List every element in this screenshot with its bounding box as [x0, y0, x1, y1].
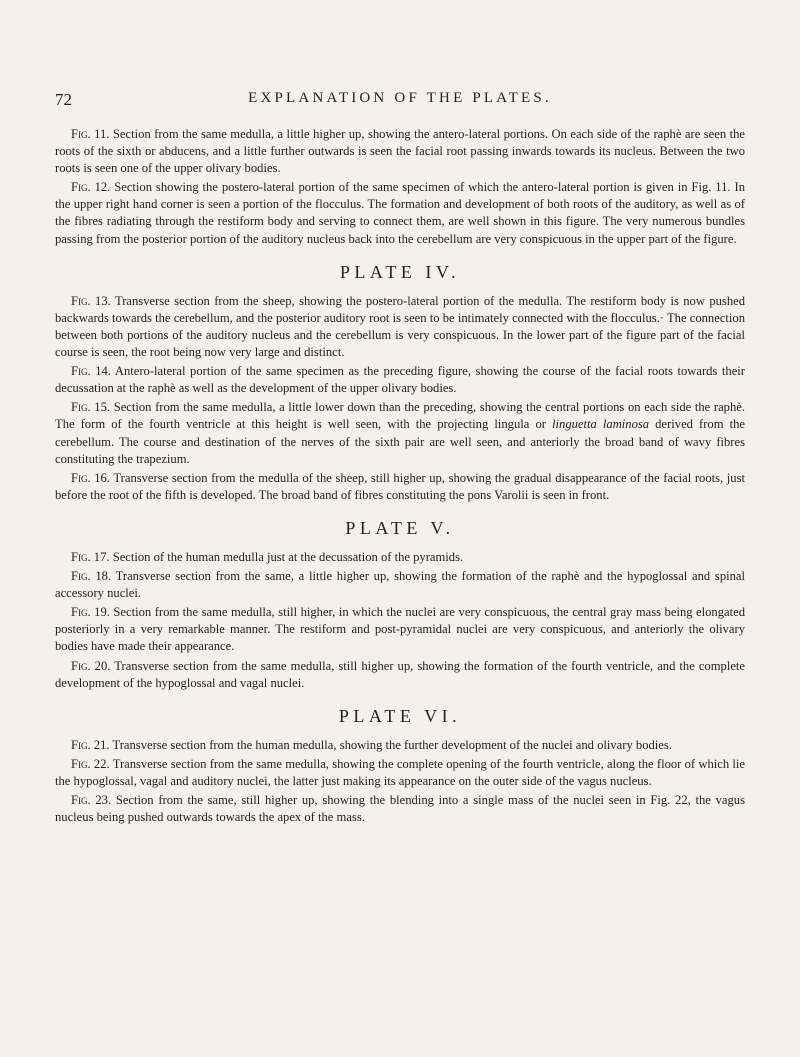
figure-label: Fig. 18.	[71, 569, 112, 584]
figure-label: Fig. 13.	[71, 293, 111, 308]
figure-description-14	[55, 363, 745, 397]
figure-text: Section from the same, still higher up, showing the blending into a single mass of the nuclei seen in Fig. 22, the vagus nucleus being pushed outwards towards the apex of the mass.	[55, 793, 745, 825]
figure-text: Section of the human medulla just at the decussation of the pyramids.	[112, 549, 464, 564]
figure-text: derived from the cerebellum. The course and destination of the nerves of the sixth pair are well seen, and anteriorly the broad band of wavy fibres constituting the trapezium.	[55, 417, 746, 466]
plate-heading-iv: PLATE IV.	[339, 261, 461, 282]
figure-description-15	[55, 399, 745, 467]
figure-label: Fig. 20.	[71, 658, 111, 673]
figure-description-16	[55, 470, 745, 504]
figure-label: Fig. 11.	[71, 127, 110, 141]
page-number: 72	[55, 90, 72, 109]
figure-label: Fig. 21.	[71, 737, 110, 752]
figure-description-12	[55, 179, 745, 247]
figure-description-22	[55, 756, 745, 790]
figure-text: Transverse section from the medulla of the sheep, still higher up, showing the gradual disappearance of the facial roots, just before the root of the fifth is developed. The broad band of fibres constituting the pons Varolii is seen in front.	[55, 470, 745, 502]
running-head: EXPLANATION OF THE PLATES.	[248, 90, 552, 106]
plate-heading-vi: PLATE VI.	[338, 705, 462, 726]
figure-description-21	[55, 737, 745, 754]
figure-text: Transverse section from the same, a little higher up, showing the formation of the raphè and the hypoglossal and spinal accessory nuclei.	[55, 569, 746, 601]
page-body	[55, 126, 745, 828]
figure-description-18	[55, 568, 745, 602]
figure-text: Section from the same medulla, still higher, in which the nuclei are very conspicuous, the central gray mass being elongated posteriorly in a very remarkable manner. The restiform and post-pyramidal nuclei are very conspicuous, and anteriorly the olivary bodies have made their appearance.	[55, 605, 745, 654]
figure-label: Fig. 19.	[71, 605, 110, 620]
figure-label: Fig. 14.	[71, 364, 111, 379]
figure-text: Transverse section from the human medulla, showing the further development of the nuclei and olivary bodies.	[112, 737, 672, 752]
figure-description-17	[55, 549, 745, 566]
figure-description-11	[55, 126, 745, 177]
figure-text: Section showing the postero-lateral portion of the same specimen of which the antero-lateral portion is given in Fig. 11. In the upper right hand corner is seen a portion of the flocculus. The formation and development of both roots of the auditory, as well as of the fibres radiating through the restiform body and serving to connect them, are well shown in this figure. The very numerous bundles passing from the posterior portion of the auditory nucleus back into the cerebellum are very conspicuous in the upper part of the figure.	[55, 180, 745, 246]
figure-text: Transverse section from the sheep, showing the postero-lateral portion of the medulla. The restiform body is now pushed backwards towards the cerebellum, and the posterior auditory root is seen to be intimately connected with the flocculus.· The connection between both portions of the auditory nucleus and the cerebellum is very conspicuous. In the lower part of the figure part of the facial course is seen, the root being now very large and distinct.	[55, 293, 746, 360]
figure-label: Fig. 17.	[71, 549, 110, 564]
figure-description-23	[55, 792, 745, 826]
figure-label: Fig. 22.	[71, 756, 110, 771]
plate-heading-v: PLATE V.	[345, 517, 455, 538]
page-header	[55, 90, 745, 112]
figure-text: Transverse section from the same medulla, showing the complete opening of the fourth ventricle, along the floor of which lie the hypoglossal, vagal and auditory nuclei, the latter just making its appearance on the outer side of the vagus nucleus.	[55, 756, 745, 788]
figure-text-italic: linguetta laminosa	[552, 417, 650, 432]
figure-description-19	[55, 604, 745, 655]
figure-label: Fig. 23.	[71, 793, 112, 808]
figure-text: Section from the same medulla, a little lower down than the preceding, showing the central portions on each side the raphè. The form of the fourth ventricle at this height is well seen, with the projecting lingula or	[55, 400, 745, 432]
figure-description-13	[55, 293, 745, 361]
figure-text: Section from the same medulla, a little higher up, showing the antero-lateral portions. On each side of the raphè are seen the roots of the sixth or abducens, and a little further outwards is seen the facial root passing inwards towards its nucleus. Between the two roots is seen one of the upper olivary bodies.	[55, 127, 746, 176]
figure-text: Transverse section from the same medulla, still higher up, showing the formation of the fourth ventricle, and the complete development of the hypoglossal and vagal nuclei.	[55, 658, 745, 690]
figure-text: Antero-lateral portion of the same specimen as the preceding figure, showing the course of the facial roots towards their decussation at the raphè as well as the development of the upper olivary bodies.	[55, 364, 745, 396]
figure-label: Fig. 16.	[71, 470, 111, 485]
figure-description-20	[55, 658, 745, 692]
figure-label: Fig. 12.	[71, 180, 111, 195]
figure-label: Fig. 15.	[71, 400, 111, 415]
